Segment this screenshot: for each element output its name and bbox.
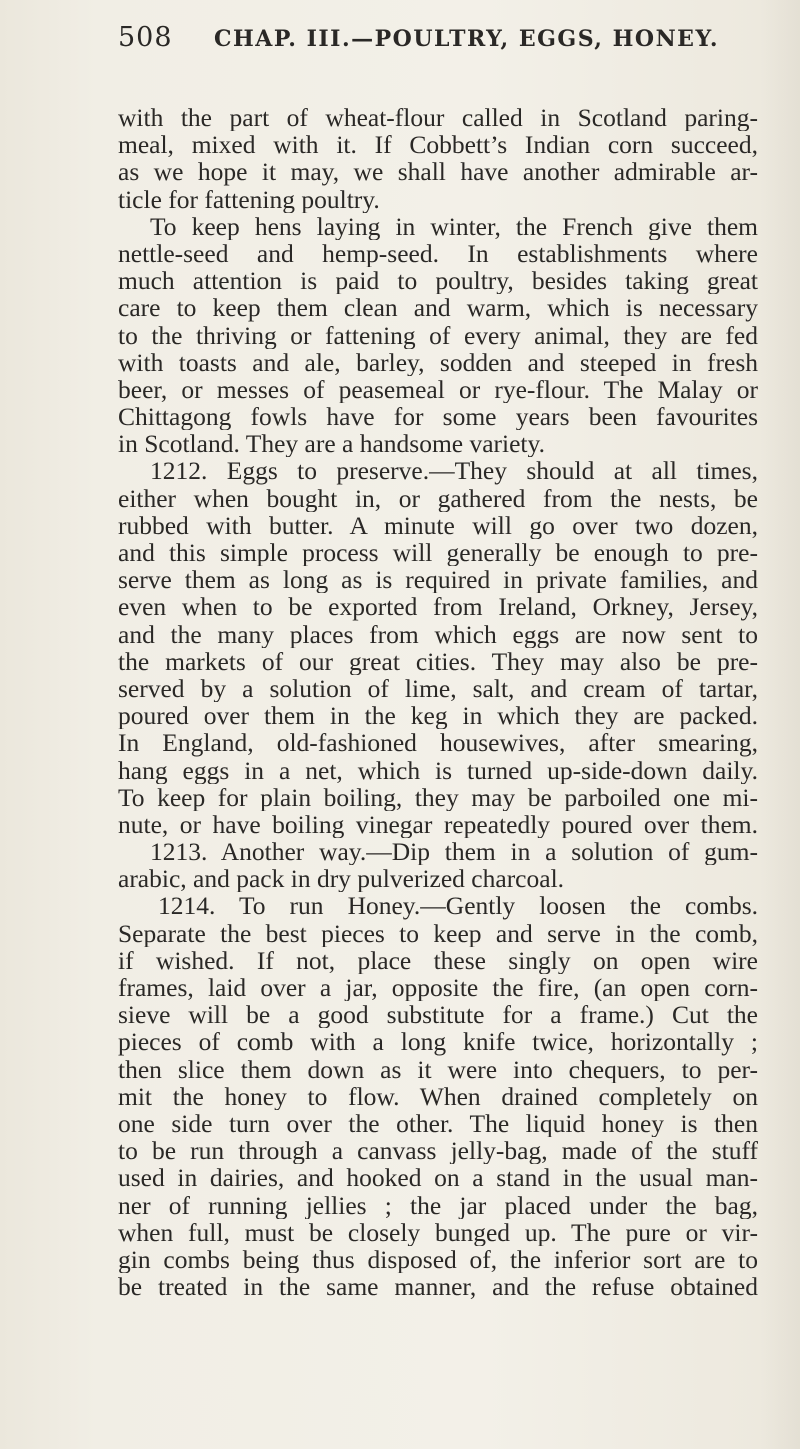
running-head	[118, 22, 758, 62]
text-line: sieve will be a good substitute for a frame.) Cut the	[118, 1001, 758, 1029]
text-line: much attention is paid to poultry, besides taking great	[118, 267, 758, 295]
text-line: either when bought in, or gathered from the nests, be	[118, 484, 758, 512]
text-line: and the many places from which eggs are now sent to	[118, 620, 758, 648]
text-line: even when to be exported from Ireland, Orkney, Jersey,	[118, 593, 758, 621]
text-line: if wished. If not, place these singly on open wire	[118, 946, 758, 974]
text-line: pieces of comb with a long knife twice, horizontally ;	[118, 1028, 758, 1056]
text-line: care to keep them clean and warm, which is necessary	[118, 294, 758, 322]
text-line: ticle for fattening poultry.	[118, 185, 380, 213]
text-line: Chittagong fowls have for some years been favourites	[118, 403, 758, 431]
text-line: with the part of wheat-flour called in Scotland paring-	[118, 104, 758, 132]
text-line: nute, or have boiling vinegar repeatedly poured over them.	[118, 810, 758, 839]
text-line: as we hope it may, we shall have another admirable ar-	[118, 158, 758, 186]
text-line: serve them as long as is required in private families, and	[118, 566, 758, 594]
text-line: and this simple process will generally be enough to pre-	[118, 539, 758, 567]
text-line: mit the honey to flow. When drained completely on	[118, 1082, 758, 1110]
text-line: Separate the best pieces to keep and serve in the comb,	[118, 919, 758, 947]
text-line: hang eggs in a net, which is turned up-side-down daily.	[118, 756, 758, 784]
text-line: arabic, and pack in dry pulverized charcoal.	[118, 865, 565, 893]
text-line: in Scotland. They are a handsome variety.	[118, 430, 545, 458]
text-line: ner of running jellies ; the jar placed under the bag,	[118, 1191, 758, 1219]
text-line: poured over them in the keg in which they are packed.	[118, 702, 758, 730]
body-text	[118, 104, 758, 1300]
text-line: beer, or messes of peasemeal or rye-flour. The Malay or	[118, 375, 758, 404]
text-line: to be run through a canvass jelly-bag, made of the stuff	[118, 1137, 758, 1165]
text-line: meal, mixed with it. If Cobbett’s Indian corn succeed,	[118, 131, 758, 159]
section-1213-heading: 1213. Another way.—Dip them in a solution of gum-	[150, 838, 758, 866]
text-line: To keep hens laying in winter, the French give them	[150, 212, 758, 240]
chapter-title: CHAP. III.—POULTRY, EGGS, HONEY.	[214, 26, 719, 52]
text-line: to the thriving or fattening of every animal, they are fed	[118, 321, 758, 349]
text-line: the markets of our great cities. They may also be pre-	[118, 647, 758, 675]
section-1214-heading: 1214. To run Honey.—Gently loosen the combs.	[158, 892, 758, 920]
text-line: one side turn over the other. The liquid honey is then	[118, 1109, 758, 1138]
text-line: To keep for plain boiling, they may be parboiled one mi-	[118, 783, 758, 811]
text-line: nettle-seed and hemp-seed. In establishments where	[118, 239, 758, 268]
text-line: with toasts and ale, barley, sodden and steeped in fresh	[118, 348, 758, 376]
text-line: frames, laid over a jar, opposite the fire, (an open corn-	[118, 974, 758, 1002]
text-line: In England, old-fashioned housewives, after smearing,	[118, 729, 758, 757]
text-line: served by a solution of lime, salt, and cream of tartar,	[118, 674, 758, 703]
text-line: then slice them down as it were into chequers, to per-	[118, 1055, 758, 1083]
page-edge-shading	[760, 0, 800, 1449]
page-number: 508	[118, 22, 173, 53]
text-line: when full, must be closely bunged up. The pure or vir-	[118, 1218, 758, 1246]
text-line: rubbed with butter. A minute will go over two dozen,	[118, 511, 758, 539]
text-line: be treated in the same manner, and the refuse obtained	[118, 1273, 758, 1301]
text-line: used in dairies, and hooked on a stand in the usual man-	[118, 1164, 758, 1192]
section-1212-heading: 1212. Eggs to preserve.—They should at all times,	[150, 457, 758, 485]
text-line: gin combs being thus disposed of, the inferior sort are to	[118, 1245, 758, 1274]
